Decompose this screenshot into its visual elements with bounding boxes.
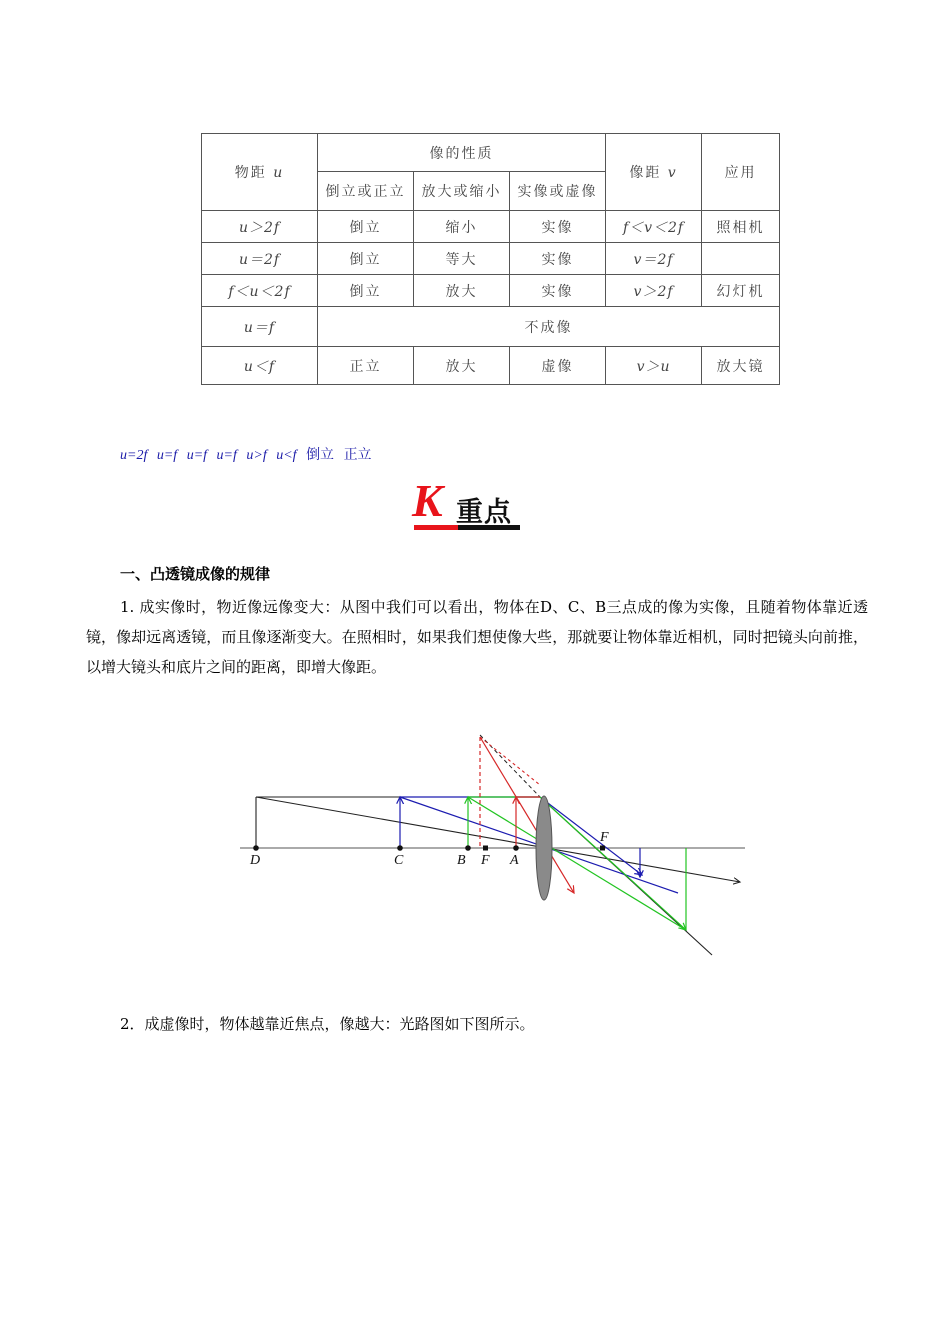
point-d [253, 845, 259, 851]
cell-size: 等大 [414, 243, 510, 275]
table-row [202, 307, 780, 347]
header-kind: 实像或虚像 [510, 172, 606, 211]
cell-size: 放大 [414, 275, 510, 307]
label-a: A [510, 853, 519, 868]
cell-condition: u＝2f [202, 243, 318, 275]
cell-kind: 实像 [510, 211, 606, 243]
cell-condition: u＝f [202, 307, 318, 347]
cell-kind: 虚像 [510, 347, 606, 385]
paragraph-virtual-image: 2．成虚像时，物体越靠近焦点，像越大：光路图如下图所示。 [120, 1015, 535, 1033]
table-row [202, 347, 780, 385]
point-b [465, 845, 471, 851]
label-f-left: F [481, 853, 490, 868]
cell-application: 照相机 [702, 211, 780, 243]
cell-application: 幻灯机 [702, 275, 780, 307]
paragraph-real-image: 1. 成实像时，物近像远像变大：从图中我们可以看出，物体在D、C、B三点成的像为实像，且随着物体靠近透镜，像却远离透镜，而且像逐渐变大。在照相时，如果我们想使像大些，那就要让物体靠近相机，同时把镜头向前推，以增大镜头和底片之间的距离，即增大像距。 [86, 598, 868, 676]
cell-image-distance: v＞2f [606, 275, 702, 307]
header-size: 放大或缩小 [414, 172, 510, 211]
cell-condition: f＜u＜2f [202, 275, 318, 307]
table-row [202, 243, 780, 275]
section-heading: 一、凸透镜成像的规律 [120, 565, 271, 583]
answer-item: 倒立 [306, 448, 335, 463]
answer-line [120, 444, 378, 464]
cell-condition: u＞2f [202, 211, 318, 243]
cell-kind: 实像 [510, 275, 606, 307]
answer-item: u=f [186, 448, 208, 463]
header-object-distance: 物距 u [202, 134, 318, 211]
label-b: B [457, 853, 466, 868]
ray-diagram [240, 725, 750, 960]
answer-item: u=2f [120, 448, 148, 463]
cell-orientation: 倒立 [318, 211, 414, 243]
cell-orientation: 正立 [318, 347, 414, 385]
answer-item: u>f [246, 448, 267, 463]
answer-item: 正立 [343, 448, 372, 463]
cell-image-distance: v＝2f [606, 243, 702, 275]
banner-letter: K [412, 475, 443, 526]
point-c [397, 845, 403, 851]
table-row [202, 275, 780, 307]
header-application: 应用 [702, 134, 780, 211]
convex-lens [536, 796, 552, 900]
header-orientation: 倒立或正立 [318, 172, 414, 211]
ray-red-virtual [480, 737, 540, 785]
cell-condition: u＜f [202, 347, 318, 385]
lens-imaging-table [201, 133, 780, 385]
cell-kind: 实像 [510, 243, 606, 275]
cell-application [702, 243, 780, 275]
label-f-right: F [600, 830, 609, 845]
cell-size: 缩小 [414, 211, 510, 243]
banner-title: 重点 [456, 497, 512, 528]
point-f-right [600, 846, 605, 851]
header-image-distance: 像距 v [606, 134, 702, 211]
label-c: C [394, 853, 404, 868]
header-image-nature: 像的性质 [318, 134, 606, 172]
ray-green-center [468, 797, 686, 930]
label-d: D [250, 853, 261, 868]
table-row [202, 211, 780, 243]
cell-orientation: 倒立 [318, 275, 414, 307]
answer-item: u=f [156, 448, 178, 463]
section-banner [412, 475, 522, 536]
answer-item: u<f [276, 448, 297, 463]
cell-orientation: 倒立 [318, 243, 414, 275]
point-a [513, 845, 519, 851]
cell-application: 放大镜 [702, 347, 780, 385]
point-f-left [483, 846, 488, 851]
cell-no-image: 不成像 [318, 307, 780, 347]
ray-center [256, 797, 740, 882]
cell-image-distance: f＜v＜2f [606, 211, 702, 243]
cell-image-distance: v＞u [606, 347, 702, 385]
answer-item: u=f [216, 448, 237, 463]
ray-green-refracted [540, 797, 686, 930]
cell-size: 放大 [414, 347, 510, 385]
